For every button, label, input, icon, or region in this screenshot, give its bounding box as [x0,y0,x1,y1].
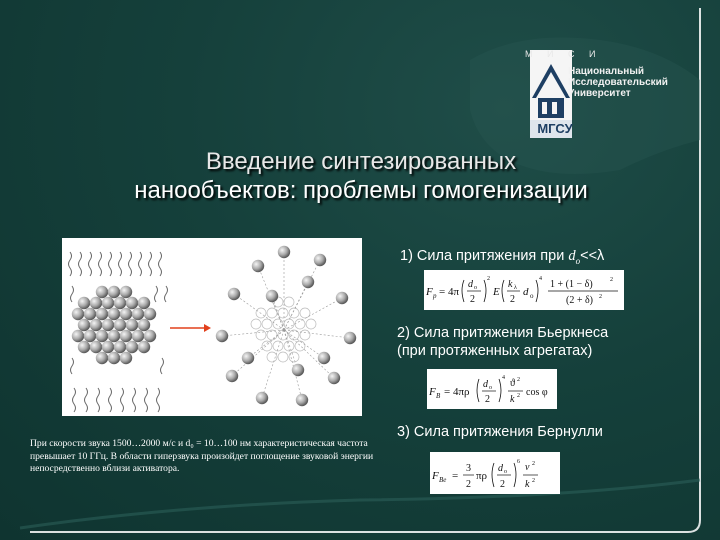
svg-text:2: 2 [517,393,520,399]
svg-text:o: o [504,469,507,475]
svg-text:λ: λ [514,285,517,291]
nanoparticle [126,297,138,309]
svg-text:E: E [493,286,500,298]
nanoparticle [328,372,340,384]
force-1-label: 1) Сила притяжения при [400,248,565,264]
nanoparticle [256,392,268,404]
force-1-condition: $d_o$ [568,248,581,266]
dispersed-site [295,341,305,351]
svg-text:d: d [498,463,503,474]
dispersed-site [295,319,305,329]
nanoparticle [114,319,126,331]
force-2-heading: 2) Сила притяжения Бьеркнеса [397,325,609,341]
title-line-2b: проблемы гомогенизации [296,177,588,204]
nanoparticle [108,308,120,320]
nanoparticle [132,330,144,342]
nanoparticle [96,330,108,342]
dispersed-site [278,330,288,340]
nanoparticle [120,352,132,364]
acoustic-note: При скорости звука 1500…2000 м/с и d₀ = 10…100 нм характеристическая частота превышает 10 ГГц. В области гиперзвука произойдет поглощение звуковой энергии непосредственно вблизи активатора. [30,438,374,475]
svg-text:cos φ: cos φ [526,387,548,398]
svg-text:d: d [468,279,473,290]
svg-text:4: 4 [539,276,542,282]
dispersed-site [284,297,294,307]
logo-line-3: Университет [568,88,631,99]
nanoparticle [266,290,278,302]
dispersed-site [300,308,310,318]
svg-text:o: o [489,385,492,391]
nanoparticle [108,330,120,342]
svg-text:F: F [426,286,433,298]
nanoparticle [252,260,264,272]
svg-text:6: 6 [517,459,520,465]
nanoparticle [96,286,108,298]
transformation-arrow [170,324,211,332]
svg-text:1 + (1 − δ): 1 + (1 − δ) [550,279,593,290]
nanoparticle [278,246,290,258]
dispersed-site [256,308,266,318]
svg-text:d: d [523,286,529,298]
dispersed-site [267,308,277,318]
title-line-1: Введение синтезированных [205,148,517,175]
nanoparticle [90,319,102,331]
force-3-heading: 3) Сила притяжения Бернулли [397,424,603,440]
nanoparticle [144,330,156,342]
nanoparticle [102,297,114,309]
svg-text:k: k [525,479,530,490]
nanoparticle [84,330,96,342]
logo-brand: МГСУ [537,121,573,136]
nanoparticle [120,308,132,320]
dispersed-site [306,319,316,329]
svg-text:o: o [530,292,534,300]
particle-tether [284,282,308,330]
dispersed-site [256,330,266,340]
title-line-2a: нанообъектов: [134,177,297,204]
formula-bernoulli-force [430,452,560,494]
dispersed-site [273,319,283,329]
nanoparticle [292,364,304,376]
svg-text:4: 4 [502,375,505,381]
nanoparticle [114,341,126,353]
svg-text:2: 2 [500,479,505,490]
dispersed-site [251,319,261,329]
svg-text:o: o [474,285,477,291]
svg-text:2: 2 [599,294,602,300]
nanoparticle [120,330,132,342]
svg-text:= 4πρ: = 4πρ [444,386,470,398]
nanoparticle [296,394,308,406]
nanoparticle [344,332,356,344]
svg-text:2: 2 [610,277,613,283]
nanoparticle [90,297,102,309]
svg-text:= 4π: = 4π [439,286,460,298]
nanoparticle [336,292,348,304]
nanoparticle [132,308,144,320]
svg-text:2: 2 [532,478,535,484]
particle-tether [232,330,284,376]
logo-line-2: Исследовательский [568,77,668,88]
formula-bjerknes-force [427,369,557,409]
nanoparticle [126,341,138,353]
nanoparticle [96,308,108,320]
nanoparticle [102,319,114,331]
svg-text:F: F [429,386,436,398]
nanoparticle [78,297,90,309]
dispersed-site [289,352,299,362]
force-2-subheading: (при протяженных агрегатах) [397,343,593,359]
nanoparticle [126,319,138,331]
svg-text:F: F [432,470,439,482]
nanoparticle [72,330,84,342]
svg-text:2: 2 [532,461,535,467]
nanoparticle [102,341,114,353]
svg-text:2: 2 [466,479,471,490]
svg-text:(2 + δ): (2 + δ) [566,295,594,306]
logo-line-1: Национальный [568,66,645,77]
svg-text:=: = [452,470,459,482]
dispersed-site [262,341,272,351]
dispersed-site [300,330,310,340]
nanoparticle [138,319,150,331]
nanoparticle [114,297,126,309]
nanoparticle [138,341,150,353]
nanoparticle [78,341,90,353]
nanoparticle [108,352,120,364]
nanoparticle [226,370,238,382]
nanoparticle [138,297,150,309]
particle-tether [222,330,284,336]
nanoparticle [72,308,84,320]
svg-text:3: 3 [466,463,471,474]
nanoparticle [78,319,90,331]
svg-text:k: k [510,394,515,405]
dispersed-particles [216,246,356,406]
svg-text:2: 2 [485,394,490,405]
svg-text:p: p [433,292,437,300]
particle-tether [284,298,342,330]
svg-text:v: v [525,462,530,473]
svg-text:2: 2 [487,276,490,282]
nanoparticle [318,352,330,364]
svg-text:Be: Be [439,476,447,484]
dispersed-site [267,330,277,340]
nanoparticle [314,254,326,266]
force-1-relation: <<λ [580,248,605,264]
nanoparticle [228,288,240,300]
svg-text:πρ: πρ [476,470,488,482]
svg-text:2: 2 [510,294,515,305]
dispersed-site [289,308,299,318]
svg-text:B: B [436,392,441,400]
nanoparticle [96,352,108,364]
particle-agglomerate [72,286,156,364]
slide-title [36,147,686,205]
logo-letters: М И С И [525,49,602,59]
force-1-heading [400,247,604,270]
svg-text:2: 2 [470,294,475,305]
svg-text:d: d [483,379,488,390]
dispersed-site [278,308,288,318]
nanoparticle [84,308,96,320]
nanoparticle [302,276,314,288]
nanoparticle [144,308,156,320]
svg-text:2: 2 [517,377,520,383]
formula-attraction-force [424,270,624,310]
logo-university-name [568,66,688,99]
nanoparticle [216,330,228,342]
nanoparticle [108,286,120,298]
dispersed-site [278,352,288,362]
nanoparticle [242,352,254,364]
nanoparticle-dispersion-illustration [62,238,362,416]
nanoparticle [120,286,132,298]
svg-text:k: k [508,279,513,290]
svg-text:ϑ: ϑ [510,378,515,389]
nanoparticle [90,341,102,353]
